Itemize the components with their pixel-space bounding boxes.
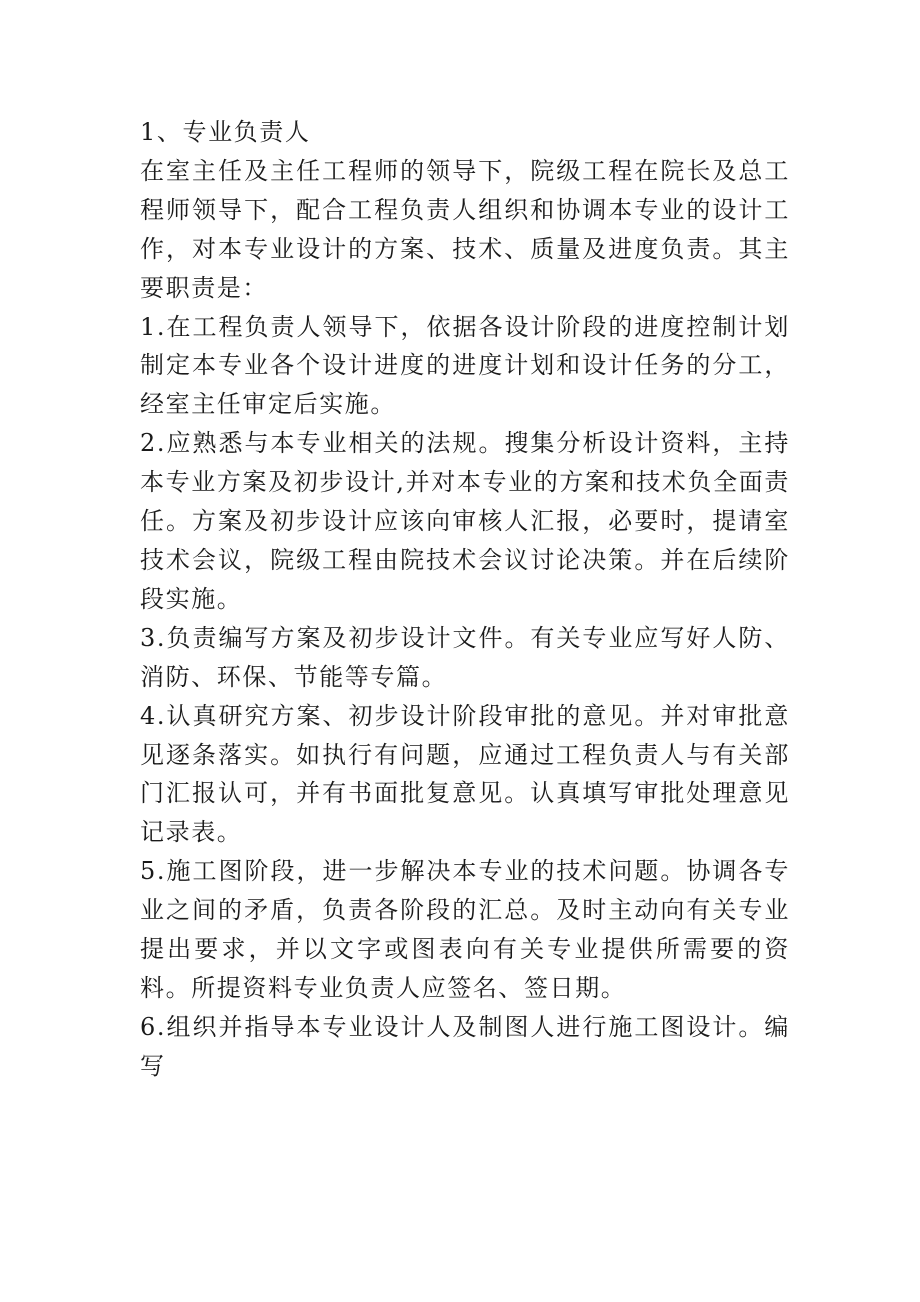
duty-item-5: 5.施工图阶段，进一步解决本专业的技术问题。协调各专业之间的矛盾，负责各阶段的汇总。及时主动向有关专业提出要求，并以文字或图表向有关专业提供所需要的资料。所提资料专业负责人应签名、签日期。 [140,857,790,1002]
duty-item-1: 1.在工程负责人领导下，依据各设计阶段的进度控制计划制定本专业各个设计进度的进度计划和设计任务的分工，经室主任审定后实施。 [140,312,790,419]
duty-item-2: 2.应熟悉与本专业相关的法规。搜集分析设计资料，主持本专业方案及初步设计,并对本专业的方案和技术负全面责任。方案及初步设计应该向审核人汇报，必要时，提请室技术会议，院级工程由院技术会议讨论决策。并在后续阶段实施。 [140,429,790,613]
intro-paragraph: 在室主任及主任工程师的领导下，院级工程在院长及总工程师领导下，配合工程负责人组织和协调本专业的设计工作，对本专业设计的方案、技术、质量及进度负责。其主要职责是： [140,156,790,302]
duty-item-3: 3.负责编写方案及初步设计文件。有关专业应写好人防、消防、环保、节能等专篇。 [140,623,790,691]
document-body [140,113,790,1086]
duty-item-4: 4.认真研究方案、初步设计阶段审批的意见。并对审批意见逐条落实。如执行有问题，应通过工程负责人与有关部门汇报认可，并有书面批复意见。认真填写审批处理意见记录表。 [140,701,790,847]
section-heading: 1、专业负责人 [140,118,311,146]
duty-item-6: 6.组织并指导本专业设计人及制图人进行施工图设计。编写 [140,1012,790,1080]
